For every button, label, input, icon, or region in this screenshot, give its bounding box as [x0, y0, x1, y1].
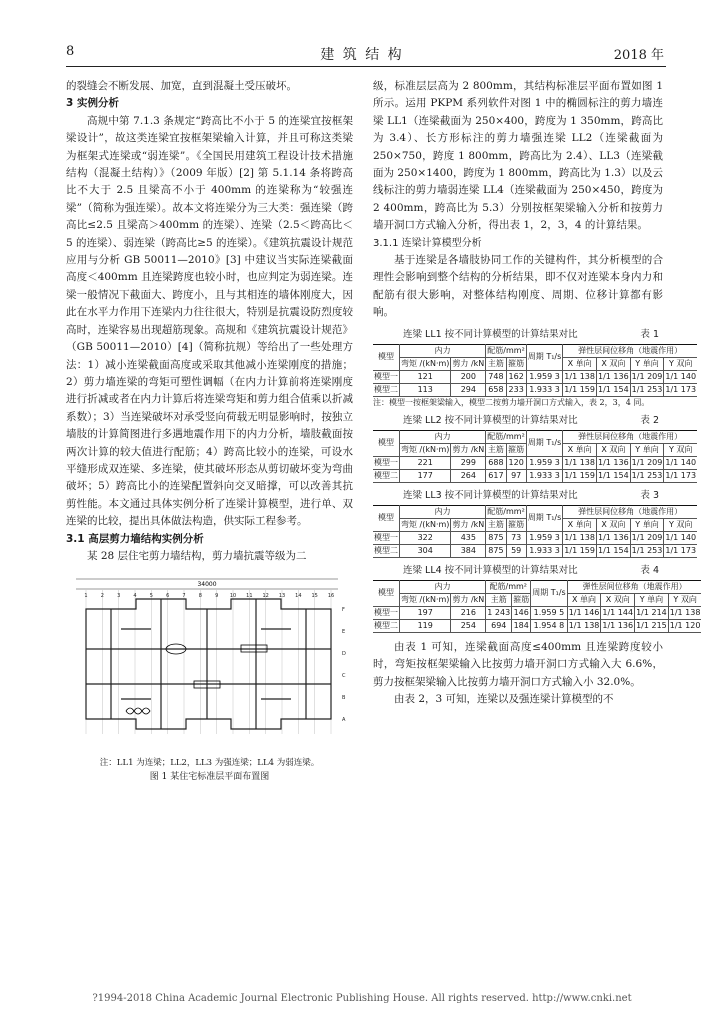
axis-label: 5	[149, 593, 153, 600]
table-cell: 197	[400, 606, 451, 619]
th-rebar: 配筋/mm²	[486, 580, 531, 593]
th-model: 模型	[373, 580, 400, 606]
table-number: 表 3	[640, 489, 659, 501]
th-y-single: Y 单向	[630, 518, 664, 531]
page-number: 8	[66, 44, 75, 59]
table-cell: 1/1 120	[668, 619, 701, 632]
table-row	[373, 619, 701, 632]
table-cell: 299	[451, 456, 486, 469]
axis-label: 1	[84, 593, 88, 600]
table-cell: 658	[486, 383, 506, 396]
table-cell: 1.954 8	[531, 619, 568, 632]
table-cell: 1/1 209	[630, 456, 664, 469]
table-cell: 1/1 209	[630, 370, 664, 383]
table-cell: 模型一	[373, 456, 400, 469]
figure-note: 注：LL1 为连梁；LL2，LL3 为强连梁；LL4 为弱连梁。	[99, 757, 320, 768]
table-cell: 254	[451, 619, 486, 632]
axis-label: D	[342, 651, 346, 658]
th-model: 模型	[373, 344, 400, 370]
table-cell: 120	[506, 456, 526, 469]
th-internal-force: 内力	[400, 580, 486, 593]
axis-label: 10	[229, 593, 237, 600]
table-cell: 1/1 138	[567, 619, 601, 632]
table-cell: 264	[451, 469, 486, 482]
table-cell: 模型二	[373, 383, 400, 396]
header-rule	[66, 66, 666, 67]
dimension-total: 34000	[197, 581, 217, 589]
table-caption	[373, 326, 663, 342]
table-cell: 1/1 173	[664, 469, 697, 482]
axis-label: E	[342, 629, 346, 636]
table-cell: 1/1 215	[635, 619, 669, 632]
th-y-single: Y 单向	[635, 593, 669, 606]
table-row	[373, 544, 697, 557]
th-stirrup: 箍筋	[512, 593, 531, 606]
axis-label: 11	[246, 593, 253, 600]
table-row	[373, 370, 697, 383]
table-cell: 1.959 3	[526, 456, 563, 469]
table-cell: 875	[486, 531, 506, 544]
table-title: 连梁 LL3 按不同计算模型的计算结果对比	[403, 489, 578, 501]
table-title: 连梁 LL1 按不同计算模型的计算结果对比	[403, 328, 578, 340]
axis-label: 2	[100, 593, 104, 600]
th-rebar: 配筋/mm²	[486, 505, 527, 518]
table-cell: 1/1 214	[635, 606, 669, 619]
th-x-single: X 单向	[563, 357, 597, 370]
th-main-bar: 主筋	[486, 443, 506, 456]
axis-label: B	[342, 695, 346, 702]
axis-label: 13	[278, 593, 286, 600]
th-main-bar: 主筋	[486, 518, 506, 531]
table-cell: 221	[400, 456, 451, 469]
th-x-single: X 单向	[563, 518, 597, 531]
th-period: 周期 T₁/s	[526, 344, 563, 370]
th-internal-force: 内力	[400, 505, 486, 518]
table-cell: 748	[486, 370, 506, 383]
table-row	[373, 456, 697, 469]
table-cell: 1/1 140	[664, 531, 697, 544]
table-caption	[373, 412, 663, 428]
th-moment: 弯矩 /(kN·m)	[400, 443, 451, 456]
table-cell: 1/1 253	[630, 544, 664, 557]
th-x-double: X 双向	[601, 593, 635, 606]
table-cell: 1.959 5	[531, 606, 568, 619]
axis-label: 4	[133, 593, 137, 600]
paragraph: 基于连梁是各墙肢协同工作的关键构件，其分析模型的合理性会影响到整个结构的分析结果，即不仅对连梁本身内力和配筋有很大影响，对整体结构刚度、周期、位移计算都有影响。	[373, 254, 663, 319]
th-x-double: X 双向	[596, 357, 630, 370]
th-shear: 剪力 /kN	[451, 443, 486, 456]
th-stirrup: 箍筋	[506, 518, 526, 531]
table-cell: 694	[486, 619, 512, 632]
th-moment: 弯矩 /(kN·m)	[400, 518, 451, 531]
table-note: 注：模型一按框架梁输入，模型二按剪力墙开洞口方式输入，表 2，3，4 同。	[373, 397, 650, 407]
results-table	[373, 344, 697, 397]
table-cell: 1/1 140	[664, 370, 697, 383]
table-caption	[373, 562, 663, 578]
table-cell: 162	[506, 370, 526, 383]
table-cell: 1.959 3	[526, 370, 563, 383]
figure-caption: 图 1 某住宅标准层平面布置图	[149, 771, 270, 782]
table-cell: 322	[400, 531, 451, 544]
table-cell: 617	[486, 469, 506, 482]
table-title: 连梁 LL2 按不同计算模型的计算结果对比	[403, 414, 578, 426]
table-cell: 1/1 253	[630, 383, 664, 396]
table-cell: 1/1 146	[567, 606, 601, 619]
th-period: 周期 T₁/s	[526, 505, 563, 531]
right-column	[373, 78, 701, 708]
table-cell: 1/1 159	[563, 469, 597, 482]
th-drift: 弹性层间位移角（地震作用）	[563, 430, 697, 443]
floor-plan-figure	[66, 569, 353, 782]
th-x-single: X 单向	[567, 593, 601, 606]
table-cell: 1/1 136	[596, 456, 630, 469]
results-table	[373, 580, 701, 633]
th-y-single: Y 单向	[630, 443, 664, 456]
paragraph: 级，标准层层高为 2 800mm，其结构标准层平面布置如图 1 所示。运用 PKPM 系列软件对图 1 中的椭圆标注的剪力墙连梁 LL1（连梁截面为 250×400，跨度为 1 350mm，跨高比为 3.4）、长方形标注的剪力墙强连梁 LL2（连梁截面为 250×750，跨度 1 800mm，跨高比为 2.4）、LL3（连梁截面为 250×1400，跨度为 1 800mm，跨高比为 1.3）以及云线标注的剪力墙弱连梁 LL4（连梁截面为 250×450，跨度为 2 400mm，跨高比为 5.3）分别按框架梁输入分析和按剪力墙开洞口方式输入分析，得出表 1，2，3，4 的计算结果。	[373, 80, 663, 232]
axis-label: 7	[182, 593, 186, 600]
table-cell: 294	[451, 383, 486, 396]
table-cell: 177	[400, 469, 451, 482]
table-cell: 1/1 144	[601, 606, 635, 619]
axis-label: 15	[311, 593, 318, 600]
table-cell: 1/1 138	[563, 531, 597, 544]
th-y-double: Y 双向	[664, 443, 697, 456]
table-cell: 1/1 173	[664, 544, 697, 557]
th-period: 周期 T₁/s	[531, 580, 568, 606]
th-shear: 剪力 /kN	[451, 593, 486, 606]
paragraph: 某 28 层住宅剪力墙结构，剪力墙抗震等级为二	[87, 549, 307, 562]
table-cell: 1/1 154	[596, 469, 630, 482]
table-cell: 1/1 209	[630, 531, 664, 544]
table-number: 表 4	[640, 564, 659, 576]
table-cell: 435	[451, 531, 486, 544]
table-cell: 模型一	[373, 606, 400, 619]
th-period: 周期 T₁/s	[526, 430, 563, 456]
table-cell: 1.933 3	[526, 469, 563, 482]
table-cell: 1/1 159	[563, 383, 597, 396]
table-row	[373, 383, 697, 396]
table-row	[373, 469, 697, 482]
paragraph: 由表 1 可知，连梁截面高度≤400mm 且连梁跨度较小时，弯矩按框架梁输入比按剪力墙开洞口方式输入大 6.6%，剪力按框架梁输入比按剪力墙开洞口方式输入小 32.0%。	[373, 640, 663, 688]
th-internal-force: 内力	[400, 344, 486, 357]
subsection-heading: 3.1 高层剪力墙结构实例分析	[66, 532, 204, 545]
table-cell: 97	[506, 469, 526, 482]
th-y-double: Y 双向	[664, 518, 697, 531]
th-rebar: 配筋/mm²	[486, 344, 527, 357]
th-model: 模型	[373, 505, 400, 531]
table-cell: 875	[486, 544, 506, 557]
table-cell: 1/1 253	[630, 469, 664, 482]
table-row	[373, 531, 697, 544]
copyright-footer: ?1994-2018 China Academic Journal Electronic Publishing House. All rights reserved. http://www.cnki.net	[92, 993, 632, 1004]
results-table	[373, 430, 697, 483]
axis-label: 9	[215, 593, 219, 600]
table-cell: 184	[512, 619, 531, 632]
table-caption	[373, 487, 663, 503]
axis-label: F	[342, 607, 345, 614]
table-cell: 73	[506, 531, 526, 544]
axis-label: 8	[198, 593, 202, 600]
axis-label: A	[342, 717, 346, 724]
table-cell: 1/1 140	[664, 456, 697, 469]
table-cell: 1 243	[486, 606, 512, 619]
subsubsection-heading: 3.1.1 连梁计算模型分析	[373, 237, 482, 249]
table-cell: 216	[451, 606, 486, 619]
th-model: 模型	[373, 430, 400, 456]
journal-year: 2018 年	[613, 48, 664, 63]
table-cell: 模型一	[373, 370, 400, 383]
table-cell: 121	[400, 370, 451, 383]
journal-title: 建 筑 结 构	[320, 47, 404, 63]
th-y-double: Y 双向	[668, 593, 701, 606]
table-cell: 1/1 138	[668, 606, 701, 619]
paragraph: 高规中第 7.1.3 条规定“跨高比不小于 5 的连梁宜按框架梁设计”，故这类连梁宜按框架梁输入计算，并且可称这类梁为框架式连梁或“弱连梁”。《全国民用建筑工程设计技术措施结构（混凝土结构）》（2009 年版）[2] 第 5.1.14 条将跨高比不大于 2.5 且梁高不小于 400mm 的连梁称为“较强连梁”（简称为强连梁）。故本文将连梁分为三大类：强连梁（跨高比≤2.5 且梁高＞400mm 的连梁）、连梁（2.5＜跨高比＜5 的连梁）、弱连梁（跨高比≥5 的连梁）。《建筑抗震设计规范应用与分析 GB 50011—2010》[3] 中建议当实际连梁截面高度＜400mm 且连梁跨度也较小时，也应判定为弱连梁。连梁一般情况下截面大、跨度小，且与其相连的墙体刚度大，因此在水平力作用下连梁内力往往很大，特别是抗震设防烈度较高时，连梁容易出现超筋现象。高规和《建筑抗震设计规范》（GB 50011—2010）[4]（简称抗规）等给出了一些处理方法：1）减小连梁截面高度或采取其他减小连梁刚度的措施；2）剪力墙连梁的弯矩可塑性调幅（在内力计算前将连梁刚度进行折减或者在内力计算后将连梁弯矩和剪力组合值乘以折减系数）；3）当连梁破坏对承受竖向荷载无明显影响时，按独立墙肢的计算简图进行多遇地震作用下的内力分析，墙肢截面按两次计算的较大值进行配筋；4）跨高比较小的连梁，可设水平缝形成双连梁、多连梁，使其破坏形态从剪切破坏变为弯曲破坏；5）跨高比小的连梁配置斜向交叉暗撑，可以改善其抗剪性能。本文通过具体实例分析了连梁计算模型，进行单、双连梁的比较，提出具体做法构造，供实际工程参考。	[66, 114, 353, 528]
table-cell: 1/1 154	[596, 383, 630, 396]
left-column	[66, 78, 353, 782]
table-cell: 1/1 136	[596, 531, 630, 544]
axis-label: 14	[295, 593, 302, 600]
table-cell: 模型一	[373, 531, 400, 544]
table-cell: 1/1 159	[563, 544, 597, 557]
th-x-double: X 双向	[596, 443, 630, 456]
table-cell: 模型二	[373, 469, 400, 482]
th-drift: 弹性层间位移角（地震作用）	[563, 505, 697, 518]
table-cell: 模型二	[373, 544, 400, 557]
table-cell: 146	[512, 606, 531, 619]
th-main-bar: 主筋	[486, 357, 506, 370]
th-moment: 弯矩 /(kN·m)	[400, 357, 451, 370]
th-drift: 弹性层间位移角（地震作用）	[567, 580, 701, 593]
table-cell: 113	[400, 383, 451, 396]
axis-label: 3	[117, 593, 121, 600]
table-cell: 688	[486, 456, 506, 469]
table-cell: 模型二	[373, 619, 400, 632]
table-number: 表 1	[640, 328, 659, 340]
table-cell: 59	[506, 544, 526, 557]
th-y-double: Y 双向	[664, 357, 697, 370]
table-cell: 304	[400, 544, 451, 557]
table-cell: 200	[451, 370, 486, 383]
section-heading: 3 实例分析	[66, 97, 119, 110]
table-cell: 1.959 3	[526, 531, 563, 544]
th-stirrup: 箍筋	[506, 357, 526, 370]
tables-container	[373, 326, 701, 633]
axis-label: C	[342, 673, 346, 680]
table-cell: 1/1 154	[596, 544, 630, 557]
table-cell: 1/1 136	[601, 619, 635, 632]
table-cell: 1/1 136	[596, 370, 630, 383]
table-cell: 1/1 138	[563, 456, 597, 469]
th-x-double: X 双向	[596, 518, 630, 531]
paragraph: 由表 2，3 可知，连梁以及强连梁计算模型的不	[394, 692, 614, 705]
axis-label: 12	[262, 593, 269, 600]
th-drift: 弹性层间位移角（地震作用）	[563, 344, 697, 357]
table-number: 表 2	[640, 414, 659, 426]
th-rebar: 配筋/mm²	[486, 430, 527, 443]
th-x-single: X 单向	[563, 443, 597, 456]
floor-plan-drawing	[66, 569, 353, 749]
table-cell: 233	[506, 383, 526, 396]
table-cell: 1.933 3	[526, 383, 563, 396]
results-table	[373, 505, 697, 558]
table-cell: 384	[451, 544, 486, 557]
th-main-bar: 主筋	[486, 593, 512, 606]
axis-label: 16	[327, 593, 335, 600]
table-row	[373, 606, 701, 619]
th-internal-force: 内力	[400, 430, 486, 443]
th-stirrup: 箍筋	[506, 443, 526, 456]
table-cell: 1/1 138	[563, 370, 597, 383]
table-cell: 119	[400, 619, 451, 632]
th-moment: 弯矩 /(kN·m)	[400, 593, 451, 606]
th-shear: 剪力 /kN	[451, 357, 486, 370]
paragraph: 的裂缝会不断发展、加宽，直到混凝土受压破坏。	[66, 80, 297, 92]
table-cell: 1/1 173	[664, 383, 697, 396]
th-y-single: Y 单向	[630, 357, 664, 370]
axis-label: 6	[166, 593, 170, 600]
table-title: 连梁 LL4 按不同计算模型的计算结果对比	[403, 564, 578, 576]
table-cell: 1.933 3	[526, 544, 563, 557]
th-shear: 剪力 /kN	[451, 518, 486, 531]
